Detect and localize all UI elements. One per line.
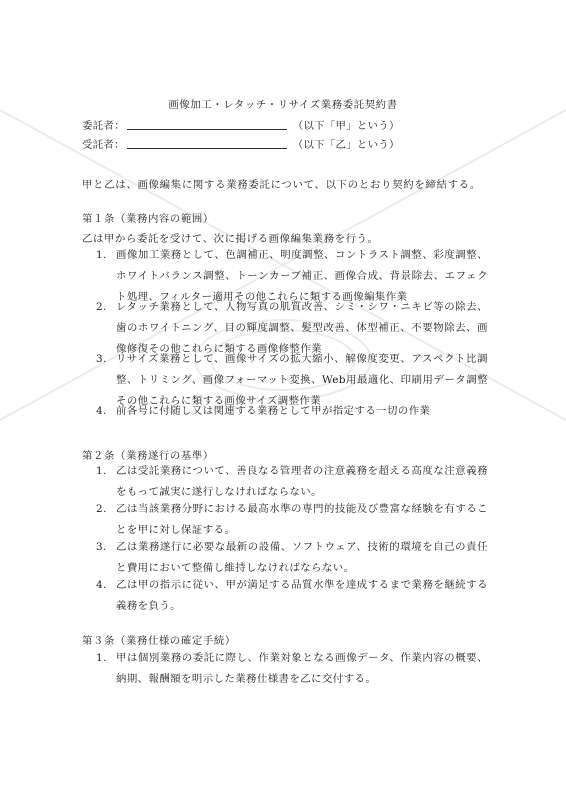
item-number: 3. — [96, 541, 107, 553]
item-number: 3. — [96, 353, 107, 365]
item-text: 乙は甲の指示に従い、甲が満足する品質水準を達成するまで業務を継続する義務を負う。 — [116, 579, 488, 612]
list-item — [96, 537, 488, 579]
list-item — [96, 461, 488, 503]
item-text: 乙は受託業務について、善良なる管理者の注意義務を超える高度な注意義務をもって誠実に遂行しなければならない。 — [116, 465, 488, 498]
item-text: 甲は個別業務の委託に際し、作業対象となる画像データ、作業内容の概要、納期、報酬額を明示した業務仕様書を乙に交付する。 — [116, 652, 488, 685]
item-number: 4. — [96, 579, 107, 591]
item-number: 4. — [96, 405, 107, 417]
item-number: 2. — [96, 503, 107, 515]
item-text: 画像加工業務として、色調補正、明度調整、コントラスト調整、彩度調整、ホワイトバランス調整、トーンカーブ補正、画像合成、背景除去、エフェクト処理、フィルター適用その他これらに類する画像編集作業 — [116, 249, 488, 303]
article-1-title: 第１条（業務内容の範囲） — [82, 213, 214, 225]
item-text: リサイズ業務として、画像サイズの拡大縮小、解像度変更、アスペクト比調整、トリミング、画像フォーマット変換、Web用最適化、印刷用データ調整その他これらに類する画像サイズ調整作業 — [116, 353, 488, 407]
preamble: 甲と乙は、画像編集に関する業務委託について、以下のとおり契約を締結する。 — [82, 179, 481, 191]
article-2-title: 第２条（業務遂行の基準） — [82, 450, 214, 462]
article-3-title: 第３条（業務仕様の確定手続） — [82, 635, 236, 647]
item-text: レタッチ業務として、人物写真の肌質改善、シミ・シワ・ニキビ等の除去、歯のホワイトニング、目の輝度調整、髪型改善、体型補正、不要物除去、画像修復その他これらに類する画像修整作業 — [116, 301, 488, 355]
item-number: 1. — [96, 249, 107, 261]
item-text: 乙は当該業務分野における最高水準の専門的技能及び豊富な経験を有することを甲に対し保証する。 — [116, 503, 488, 536]
item-text: 前各号に付随し又は関連する業務として甲が指定する一切の作業 — [116, 405, 431, 417]
party-label: 受託者： — [82, 139, 125, 151]
article-1-intro: 乙は甲から委託を受けて、次に掲げる画像編集業務を行う。 — [82, 233, 379, 245]
item-number: 1. — [96, 465, 107, 477]
list-item — [96, 401, 488, 422]
signature-blank-line — [127, 138, 287, 149]
signature-blank-line — [127, 119, 287, 130]
item-number: 1. — [96, 652, 107, 664]
list-item — [96, 499, 488, 541]
party-label: 委託者： — [82, 120, 125, 132]
list-item — [96, 575, 488, 617]
list-item — [96, 648, 488, 690]
item-number: 2. — [96, 301, 107, 313]
party-consignor — [82, 117, 400, 132]
party-suffix: （以下「乙」という） — [292, 139, 400, 151]
party-contractor — [82, 136, 400, 151]
document-title: 画像加工・レタッチ・リサイズ業務委託契約書 — [168, 99, 398, 111]
item-text: 乙は業務遂行に必要な最新の設備、ソフトウェア、技術的環境を自己の責任と費用において整備し維持しなければならない。 — [116, 541, 488, 574]
party-suffix: （以下「甲」という） — [292, 120, 400, 132]
